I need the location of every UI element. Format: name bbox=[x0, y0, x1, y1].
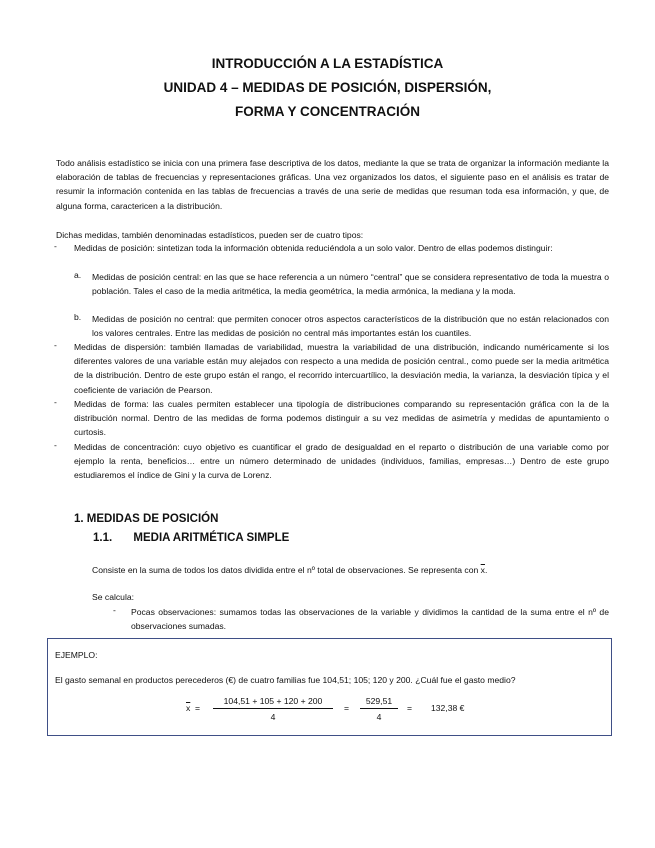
doc-title-line3: FORMA Y CONCENTRACIÓN bbox=[234, 104, 420, 119]
fraction-numerator: 529,51 bbox=[360, 696, 398, 709]
definition-text bbox=[92, 563, 609, 577]
bullet-text: Medidas de posición: sintetizan toda la información obtenida reduciéndola a un solo valor. Dentro de ellas podemos distinguir: bbox=[74, 243, 553, 253]
section-number: 1.1. bbox=[93, 532, 113, 544]
bullet-dash: - bbox=[54, 397, 57, 407]
xbar-symbol: $\overline{x}$ bbox=[480, 565, 485, 575]
formula-result: 132,38 € bbox=[431, 703, 465, 713]
fraction-denominator: 4 bbox=[270, 712, 276, 722]
definition-end: . bbox=[484, 565, 488, 575]
fraction-numerator: 104,51 + 105 + 120 + 200 bbox=[213, 696, 333, 709]
calc-item: Pocas observaciones: sumamos todas las observaciones de la variable y dividimos la cantidad de la suma entre el nº de observaciones sumadas. bbox=[131, 607, 609, 632]
definition-body: Consiste en la suma de todos los datos dividida entre el nº total de observaciones. Se representa con bbox=[92, 565, 481, 575]
formula-xbar: $\overline{x}$ bbox=[186, 703, 191, 713]
bullet-text: Medidas de dispersión: también llamadas de variabilidad, muestra la variabilidad de una distribución, indicando numéricamente si los diferentes valores de una variable están muy alejados con respecto a una medida de posición central., como puede ser la media aritmética de la distribución. Dentro de este grupo están el rango, el recorrido intercuartílico, la desviación media, la varianza, la desviación típica y el coeficiente de variación de Pearson. bbox=[74, 342, 609, 395]
example-label: EJEMPLO: bbox=[55, 650, 98, 660]
formula-fraction-2 bbox=[360, 696, 398, 722]
sub-item-marker: a. bbox=[74, 270, 82, 280]
calc-dash: - bbox=[113, 605, 116, 615]
bullet-dash: - bbox=[54, 340, 57, 350]
types-intro: Dichas medidas, también denominadas estadísticos, pueden ser de cuatro tipos: bbox=[56, 230, 364, 240]
formula-equals: = bbox=[344, 703, 350, 713]
bullet-dash: - bbox=[54, 241, 57, 251]
formula-equals: = bbox=[407, 703, 413, 713]
calc-label: Se calcula: bbox=[92, 592, 135, 602]
fraction-denominator: 4 bbox=[376, 712, 382, 722]
intro-paragraph: Todo análisis estadístico se inicia con una primera fase descriptiva de los datos, mediante la que se trata de organizar la información mediante la elaboración de tablas de frecuencias y representaciones gráficas. Una vez organizados los datos, el siguiente paso en el análisis es tratar de resumir la información contenida en las tablas de frecuencias a través de una serie de medidas que resuman toda esa información, y que, de alguna forma, caractericen a la distribución. bbox=[56, 158, 609, 211]
example-text: El gasto semanal en productos perecederos (€) de cuatro familias fue 104,51; 105; 120 y 200. ¿Cuál fue el gasto medio? bbox=[55, 675, 516, 685]
section-title: MEDIA ARITMÉTICA SIMPLE bbox=[133, 532, 290, 544]
section-heading-1: 1. MEDIDAS DE POSICIÓN bbox=[74, 513, 219, 525]
sub-item-marker: b. bbox=[74, 312, 82, 322]
doc-title-line2: UNIDAD 4 – MEDIDAS DE POSICIÓN, DISPERSIÓN, bbox=[163, 80, 492, 95]
sub-item-text: Medidas de posición no central: que permiten conocer otros aspectos característicos de la distribución que no están relacionados con los valores centrales. Entre las medidas de posición no central más importantes están los cuantiles. bbox=[92, 314, 609, 339]
bullet-text: Medidas de concentración: cuyo objetivo es cuantificar el grado de desigualdad en el reparto o distribución de una variable como por ejemplo la renta, beneficios… entre un número determinado de unidades (individuos, familias, empresas…) Dentro de este grupo estudiaremos el índice de Gini y la curva de Lorenz. bbox=[74, 442, 609, 481]
bullet-text: Medidas de forma: las cuales permiten establecer una tipología de distribuciones comparando su representación gráfica con la de la distribución normal. Dentro de las medidas de forma podemos distinguir a su vez medidas de asimetría y medidas de apuntamiento o curtosis. bbox=[74, 399, 609, 438]
sub-item-text: Medidas de posición central: en las que se hace referencia a un número “central” que se considera representativo de toda la muestra o población. Tales el caso de la media aritmética, la media geométrica, la media armónica, la mediana y la moda. bbox=[92, 272, 609, 297]
bullet-dash: - bbox=[54, 440, 57, 450]
doc-title-line1: INTRODUCCIÓN A LA ESTADÍSTICA bbox=[211, 56, 444, 71]
formula-equals: = bbox=[195, 703, 201, 713]
formula-fraction-1 bbox=[213, 696, 333, 722]
section-heading-1-1 bbox=[93, 532, 289, 544]
